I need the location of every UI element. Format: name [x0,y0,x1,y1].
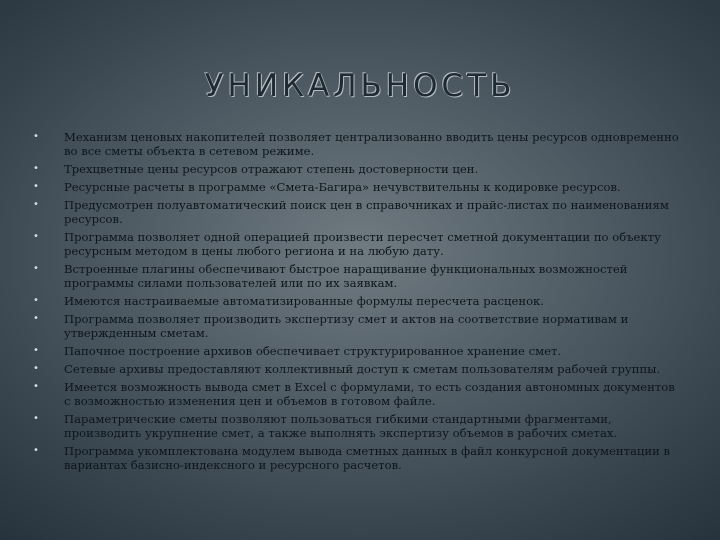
bullet-icon: • [33,313,39,324]
list-item [33,130,681,158]
list-item [33,344,681,358]
list-item-text: Программа укомплектована модулем вывода сметных данных в файл конкурсной документации в вариантах базисно-индексного и ресурсного расчетов. [64,444,671,472]
bullet-icon: • [33,345,39,356]
bullet-icon: • [33,231,39,242]
bullet-icon: • [33,181,39,192]
list-item [33,262,681,290]
list-item [33,180,681,194]
bullet-icon: • [33,131,39,142]
bullet-icon: • [33,263,39,274]
list-item-text: Встроенные плагины обеспечивают быстрое наращивание функциональных возможностей программы силами пользователей или по их заявкам. [64,262,628,290]
bullet-icon: • [33,413,39,424]
list-item [33,412,681,440]
list-item-text: Программа позволяет одной операцией произвести пересчет сметной документации по объекту ресурсным методом в цены любого региона и на любую дату. [64,230,661,258]
list-item-text: Имеется возможность вывода смет в Excel с формулами, то есть создания автономных документов с возможностью изменения цен и объемов в готовом файле. [64,380,675,408]
list-item [33,294,681,308]
bullet-icon: • [33,163,39,174]
list-item-text: Механизм ценовых накопителей позволяет централизованно вводить цены ресурсов одновременно во все сметы объекта в сетевом режиме. [64,130,679,158]
list-item-text: Программа позволяет производить экспертизу смет и актов на соответствие нормативам и утвержденным сметам. [64,312,629,340]
list-item [33,444,681,472]
list-item-text: Имеются настраиваемые автоматизированные формулы пересчета расценок. [64,294,544,308]
list-item-text: Папочное построение архивов обеспечивает структурированное хранение смет. [64,344,562,358]
bullet-icon: • [33,445,39,456]
list-item-text: Трехцветные цены ресурсов отражают степень достоверности цен. [64,162,479,176]
list-item-text: Сетевые архивы предоставляют коллективный доступ к сметам пользователям рабочей группы. [64,362,661,376]
bullet-icon: • [33,363,39,374]
list-item-text: Параметрические сметы позволяют пользоваться гибкими стандартными фрагментами, производить укрупнение смет, а также выполнять экспертизу объемов в рабочих сметах. [64,412,618,440]
slide-title: УНИКАЛЬНОСТЬ [204,68,516,104]
list-item [33,162,681,176]
list-item [33,198,681,226]
bullet-icon: • [33,381,39,392]
list-item [33,312,681,340]
list-item-text: Предусмотрен полуавтоматический поиск цен в справочниках и прайс-листах по наименованиям ресурсов. [64,198,669,226]
list-item [33,380,681,408]
list-item [33,362,681,376]
bullet-list [33,130,681,476]
list-item [33,230,681,258]
list-item-text: Ресурсные расчеты в программе «Смета-Багира» нечувствительны к кодировке ресурсов. [64,180,621,194]
bullet-icon: • [33,199,39,210]
bullet-icon: • [33,295,39,306]
